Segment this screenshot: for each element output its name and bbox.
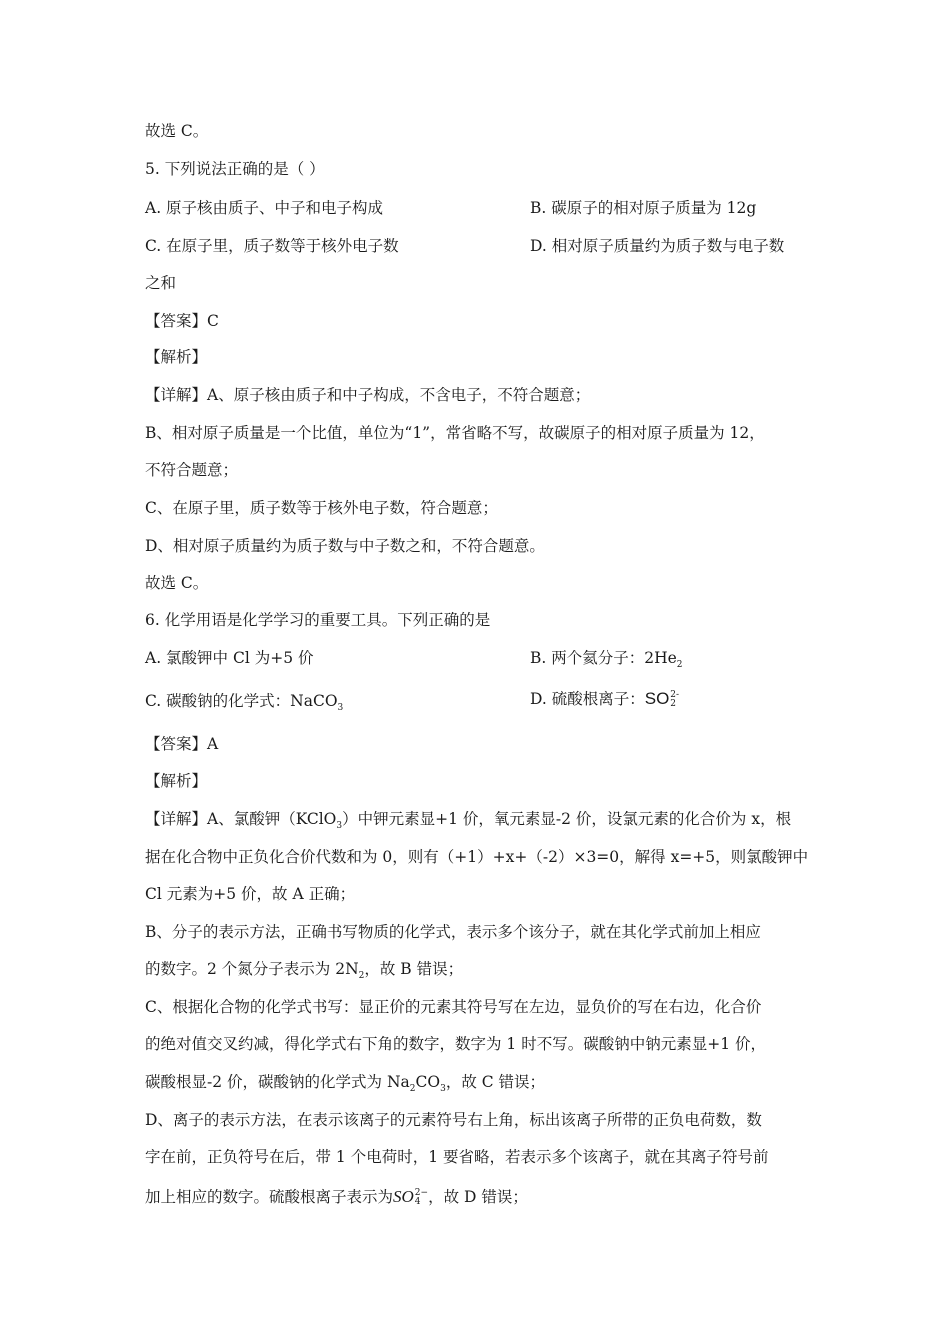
q5-detail-a: 【详解】A、原子核由质子和中子构成，不含电子，不符合题意； xyxy=(145,386,591,404)
q6-detail-a-line-2: 据在化合物中正负化合价代数和为 0，则有（+1）+x+（-2）×3=0，解得 x=+5，则氯酸钾中 xyxy=(145,848,809,866)
question-5-stem: 5. 下列说法正确的是（ ） xyxy=(145,160,325,178)
q6-detail-b-subscript: 2 xyxy=(358,971,365,982)
q6-detail-d-subscript: 4 xyxy=(414,1197,421,1207)
q6-detail-a-text-post: ）中钾元素显+1 价，氧元素显-2 价，设氯元素的化合价为 x，根 xyxy=(342,810,792,828)
q6-detail-d-charge xyxy=(415,1189,428,1207)
q5-option-c: C. 在原子里，质子数等于核外电子数 xyxy=(145,237,399,255)
q5-option-d-continued: 之和 xyxy=(145,274,177,292)
q6-detail-c-subscript-1: 2 xyxy=(409,1084,416,1095)
q6-detail-a-subscript: 3 xyxy=(336,821,343,832)
q5-detail-b: B、相对原子质量是一个比值，单位为“1”，常省略不写，故碳原子的相对原子质量为 12， xyxy=(145,424,765,442)
q6-detail-d-line-2: 字在前，正负符号在后，带 1 个电荷时，1 要省略，若表示多个该离子，就在其离子符号前 xyxy=(145,1148,769,1166)
q5-option-a: A. 原子核由质子、中子和电子构成 xyxy=(145,199,384,217)
q6-option-c-text: C. 碳酸钠的化学式：NaCO xyxy=(145,692,338,710)
q5-option-d: D. 相对原子质量约为质子数与电子数 xyxy=(530,237,785,255)
q5-analysis-heading: 【解析】 xyxy=(145,348,208,366)
question-6-stem: 6. 化学用语是化学学习的重要工具。下列正确的是 xyxy=(145,611,491,629)
q5-detail-b-continued: 不符合题意； xyxy=(145,461,239,479)
q6-detail-d-line-1: D、离子的表示方法，在表示该离子的元素符号右上角，标出该离子所带的正负电荷数，数 xyxy=(145,1111,762,1129)
q6-option-d xyxy=(530,688,679,710)
q6-option-d-charge xyxy=(670,691,679,709)
q6-detail-b-line-1: B、分子的表示方法，正确书写物质的化学式，表示多个该分子，就在其化学式前加上相应 xyxy=(145,923,761,941)
q6-detail-c-line-3 xyxy=(145,1071,545,1100)
q6-detail-b-text: 的数字。2 个氮分子表示为 2N xyxy=(145,960,359,978)
q6-detail-a-line-3: Cl 元素为+5 价，故 A 正确； xyxy=(145,885,356,903)
q6-detail-c-line-1: C、根据化合物的化学式书写：显正价的元素其符号写在左边，显负价的写在右边，化合价 xyxy=(145,998,762,1016)
q5-detail-d: D、相对原子质量约为质子数与中子数之和，不符合题意。 xyxy=(145,537,545,555)
q6-detail-d-line-3 xyxy=(145,1186,528,1208)
q6-option-b-text: B. 两个氦分子：2He xyxy=(530,649,677,667)
q6-option-a: A. 氯酸钾中 Cl 为+5 价 xyxy=(145,649,314,667)
q6-option-b-subscript: 2 xyxy=(676,660,683,671)
q6-detail-d-text-post: ，故 D 错误； xyxy=(428,1188,528,1206)
q6-option-d-ion: SO xyxy=(644,689,670,708)
q6-option-d-superscript: 2- xyxy=(670,690,680,700)
q6-option-c xyxy=(145,690,343,719)
q6-detail-d-text: 加上相应的数字。硫酸根离子表示为 xyxy=(145,1188,394,1206)
q6-detail-d-ion: SO xyxy=(393,1187,414,1206)
q6-analysis-heading: 【解析】 xyxy=(145,772,208,790)
q6-answer: 【答案】A xyxy=(145,735,219,753)
q6-detail-c-text: 碳酸根显-2 价，碳酸钠的化学式为 Na xyxy=(145,1073,410,1091)
q5-answer: 【答案】C xyxy=(145,312,219,330)
q6-detail-a-text: 【详解】A、氯酸钾（KClO xyxy=(145,810,337,828)
q6-detail-d-superscript: 2− xyxy=(414,1188,429,1198)
q6-detail-c-line-2: 的绝对值交叉约减，得化学式右下角的数字，数字为 1 时不写。碳酸钠中钠元素显+1 价， xyxy=(145,1035,766,1053)
q6-detail-b-text-post: ，故 B 错误； xyxy=(364,960,464,978)
q6-detail-b-line-2 xyxy=(145,958,463,987)
conclusion-line-2: 故选 C。 xyxy=(145,574,209,592)
q6-option-b xyxy=(530,647,683,676)
q6-detail-c-subscript-2: 3 xyxy=(440,1084,446,1095)
q5-detail-c: C、在原子里，质子数等于核外电子数，符合题意； xyxy=(145,499,498,517)
q6-option-c-subscript: 3 xyxy=(337,703,344,714)
q6-detail-a-line-1 xyxy=(145,808,791,837)
q6-detail-c-formula: CO xyxy=(415,1073,441,1091)
conclusion-line: 故选 C。 xyxy=(145,122,209,140)
q5-option-b: B. 碳原子的相对原子质量为 12g xyxy=(530,199,757,217)
q6-option-d-text: D. 硫酸根离子： xyxy=(530,690,645,708)
q6-detail-c-text-post: ，故 C 错误； xyxy=(445,1073,546,1091)
q6-option-d-subscript: 2 xyxy=(670,699,677,709)
